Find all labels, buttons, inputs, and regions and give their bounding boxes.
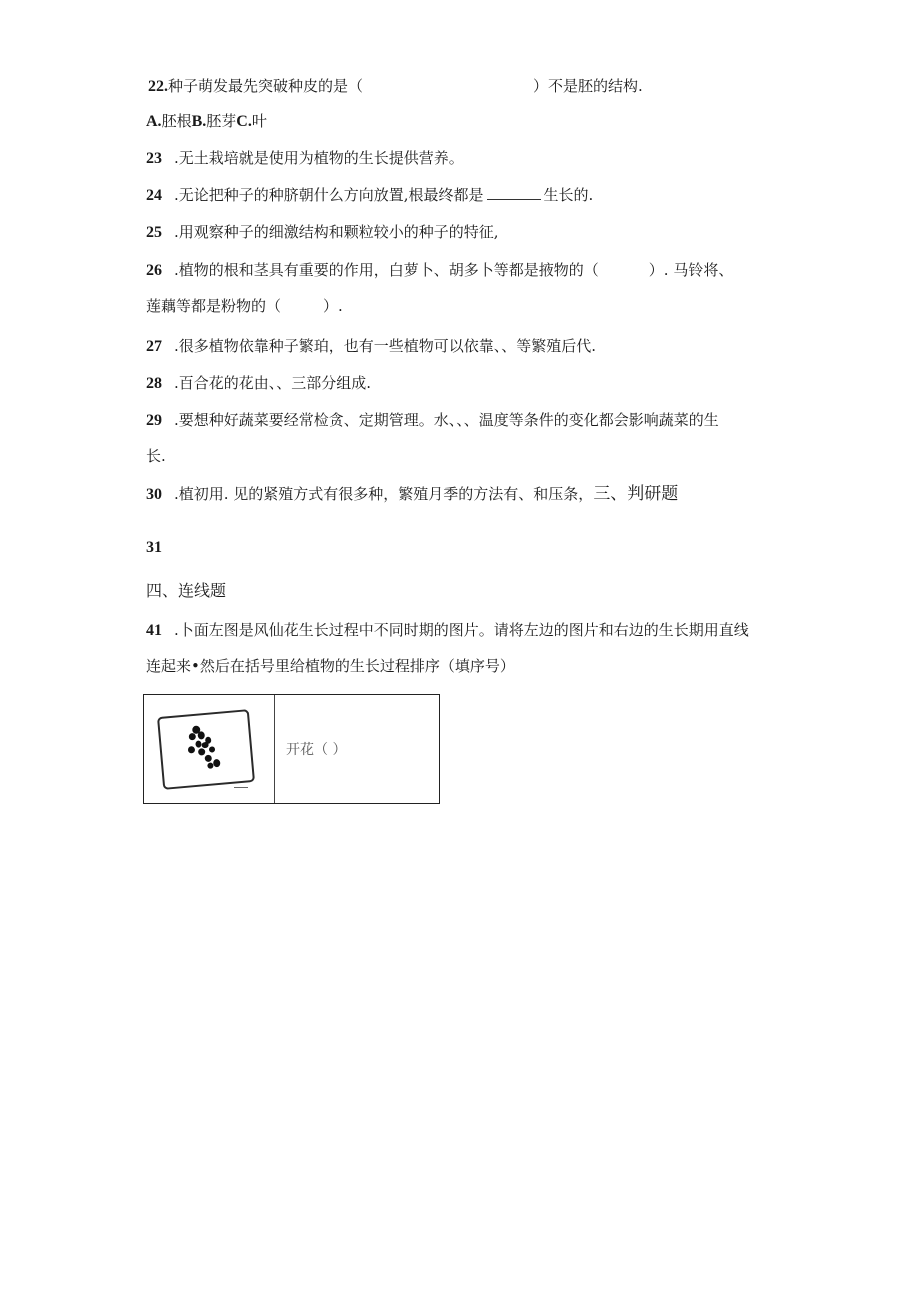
- question-number: 41: [146, 622, 162, 639]
- question-41-continued: [146, 656, 515, 676]
- question-number: 23: [146, 150, 162, 167]
- question-text: 莲藕等都是粉物的（: [146, 297, 282, 315]
- question-number: 24: [146, 187, 162, 204]
- question-41: [146, 620, 749, 641]
- section-heading-3: 三、判研题: [593, 484, 679, 504]
- question-number: 22.: [148, 78, 168, 95]
- question-29: [146, 410, 719, 431]
- question-text-end: ）.: [323, 297, 343, 315]
- option-c-text: 叶: [251, 112, 267, 130]
- divider: [234, 787, 248, 788]
- question-number: 28: [146, 375, 162, 392]
- question-30: [146, 484, 678, 505]
- question-text: 长.: [146, 447, 166, 465]
- question-text: .要想种好蔬菜要经常检贪、定期管理。水、、、温度等条件的变化都会影响蔬菜的生: [174, 411, 719, 429]
- option-a-label: A.: [146, 113, 162, 130]
- question-text: 种子萌发最先突破种皮的是（: [168, 77, 364, 95]
- question-text: .植物的根和茎具有重要的作用，白萝卜、胡多卜等都是掖物的（: [174, 261, 599, 279]
- stage-label-flowering[interactable]: 开花（ ）: [286, 742, 347, 758]
- question-number: 27: [146, 338, 162, 355]
- question-23: [146, 148, 464, 169]
- question-text: .无论把种子的种脐朝什么方向放置,根最终都是: [174, 186, 484, 204]
- question-number: 25: [146, 224, 162, 241]
- section-heading-4: [146, 581, 226, 601]
- table-divider: [274, 695, 275, 803]
- question-26: [146, 260, 733, 281]
- question-31: [146, 537, 162, 558]
- question-text: .很多植物依靠种子繁珀，也有一些植物可以依靠、、等繁殖后代.: [174, 337, 597, 355]
- question-25: [146, 222, 499, 243]
- question-text: .用观察种子的细激结构和颗粒较小的种子的特征,: [174, 223, 499, 241]
- question-29-continued: [146, 446, 166, 466]
- matching-table: [143, 694, 440, 804]
- option-a-text: 胚根: [161, 112, 192, 130]
- question-22: [148, 76, 643, 97]
- option-b-text: 胚芽: [206, 112, 237, 130]
- question-text-end: 生长的.: [543, 186, 594, 204]
- question-26-continued: [146, 296, 343, 316]
- option-c-label: C.: [236, 113, 252, 130]
- option-b-label: B.: [191, 113, 207, 130]
- question-text: .无土栽培就是使用为植物的生长提供营养。: [174, 149, 464, 167]
- question-27: [146, 336, 596, 357]
- question-text: 连起来•然后在括号里给植物的生长过程排序（填序号）: [146, 657, 515, 675]
- question-text-end: ）. 马铃将、: [648, 261, 734, 279]
- question-28: [146, 373, 371, 394]
- seeds-photo-icon[interactable]: [157, 709, 255, 790]
- question-number: 29: [146, 412, 162, 429]
- question-number: 31: [146, 539, 162, 556]
- question-22-options: [146, 111, 267, 132]
- question-24: [146, 185, 593, 206]
- answer-blank[interactable]: [487, 185, 541, 200]
- question-text: .植初用. 见的紧殖方式有很多种，繁殖月季的方法有、和压条，: [174, 485, 594, 503]
- question-text-end: ）不是胚的结构.: [533, 77, 643, 95]
- question-number: 30: [146, 486, 162, 503]
- question-number: 26: [146, 262, 162, 279]
- section-title: 四、连线题: [146, 581, 227, 600]
- question-text: .百合花的花由、、三部分组成.: [174, 374, 372, 392]
- question-text: .卜面左图是风仙花生长过程中不同时期的图片。请将左边的图片和右边的生长期用直线: [174, 621, 749, 639]
